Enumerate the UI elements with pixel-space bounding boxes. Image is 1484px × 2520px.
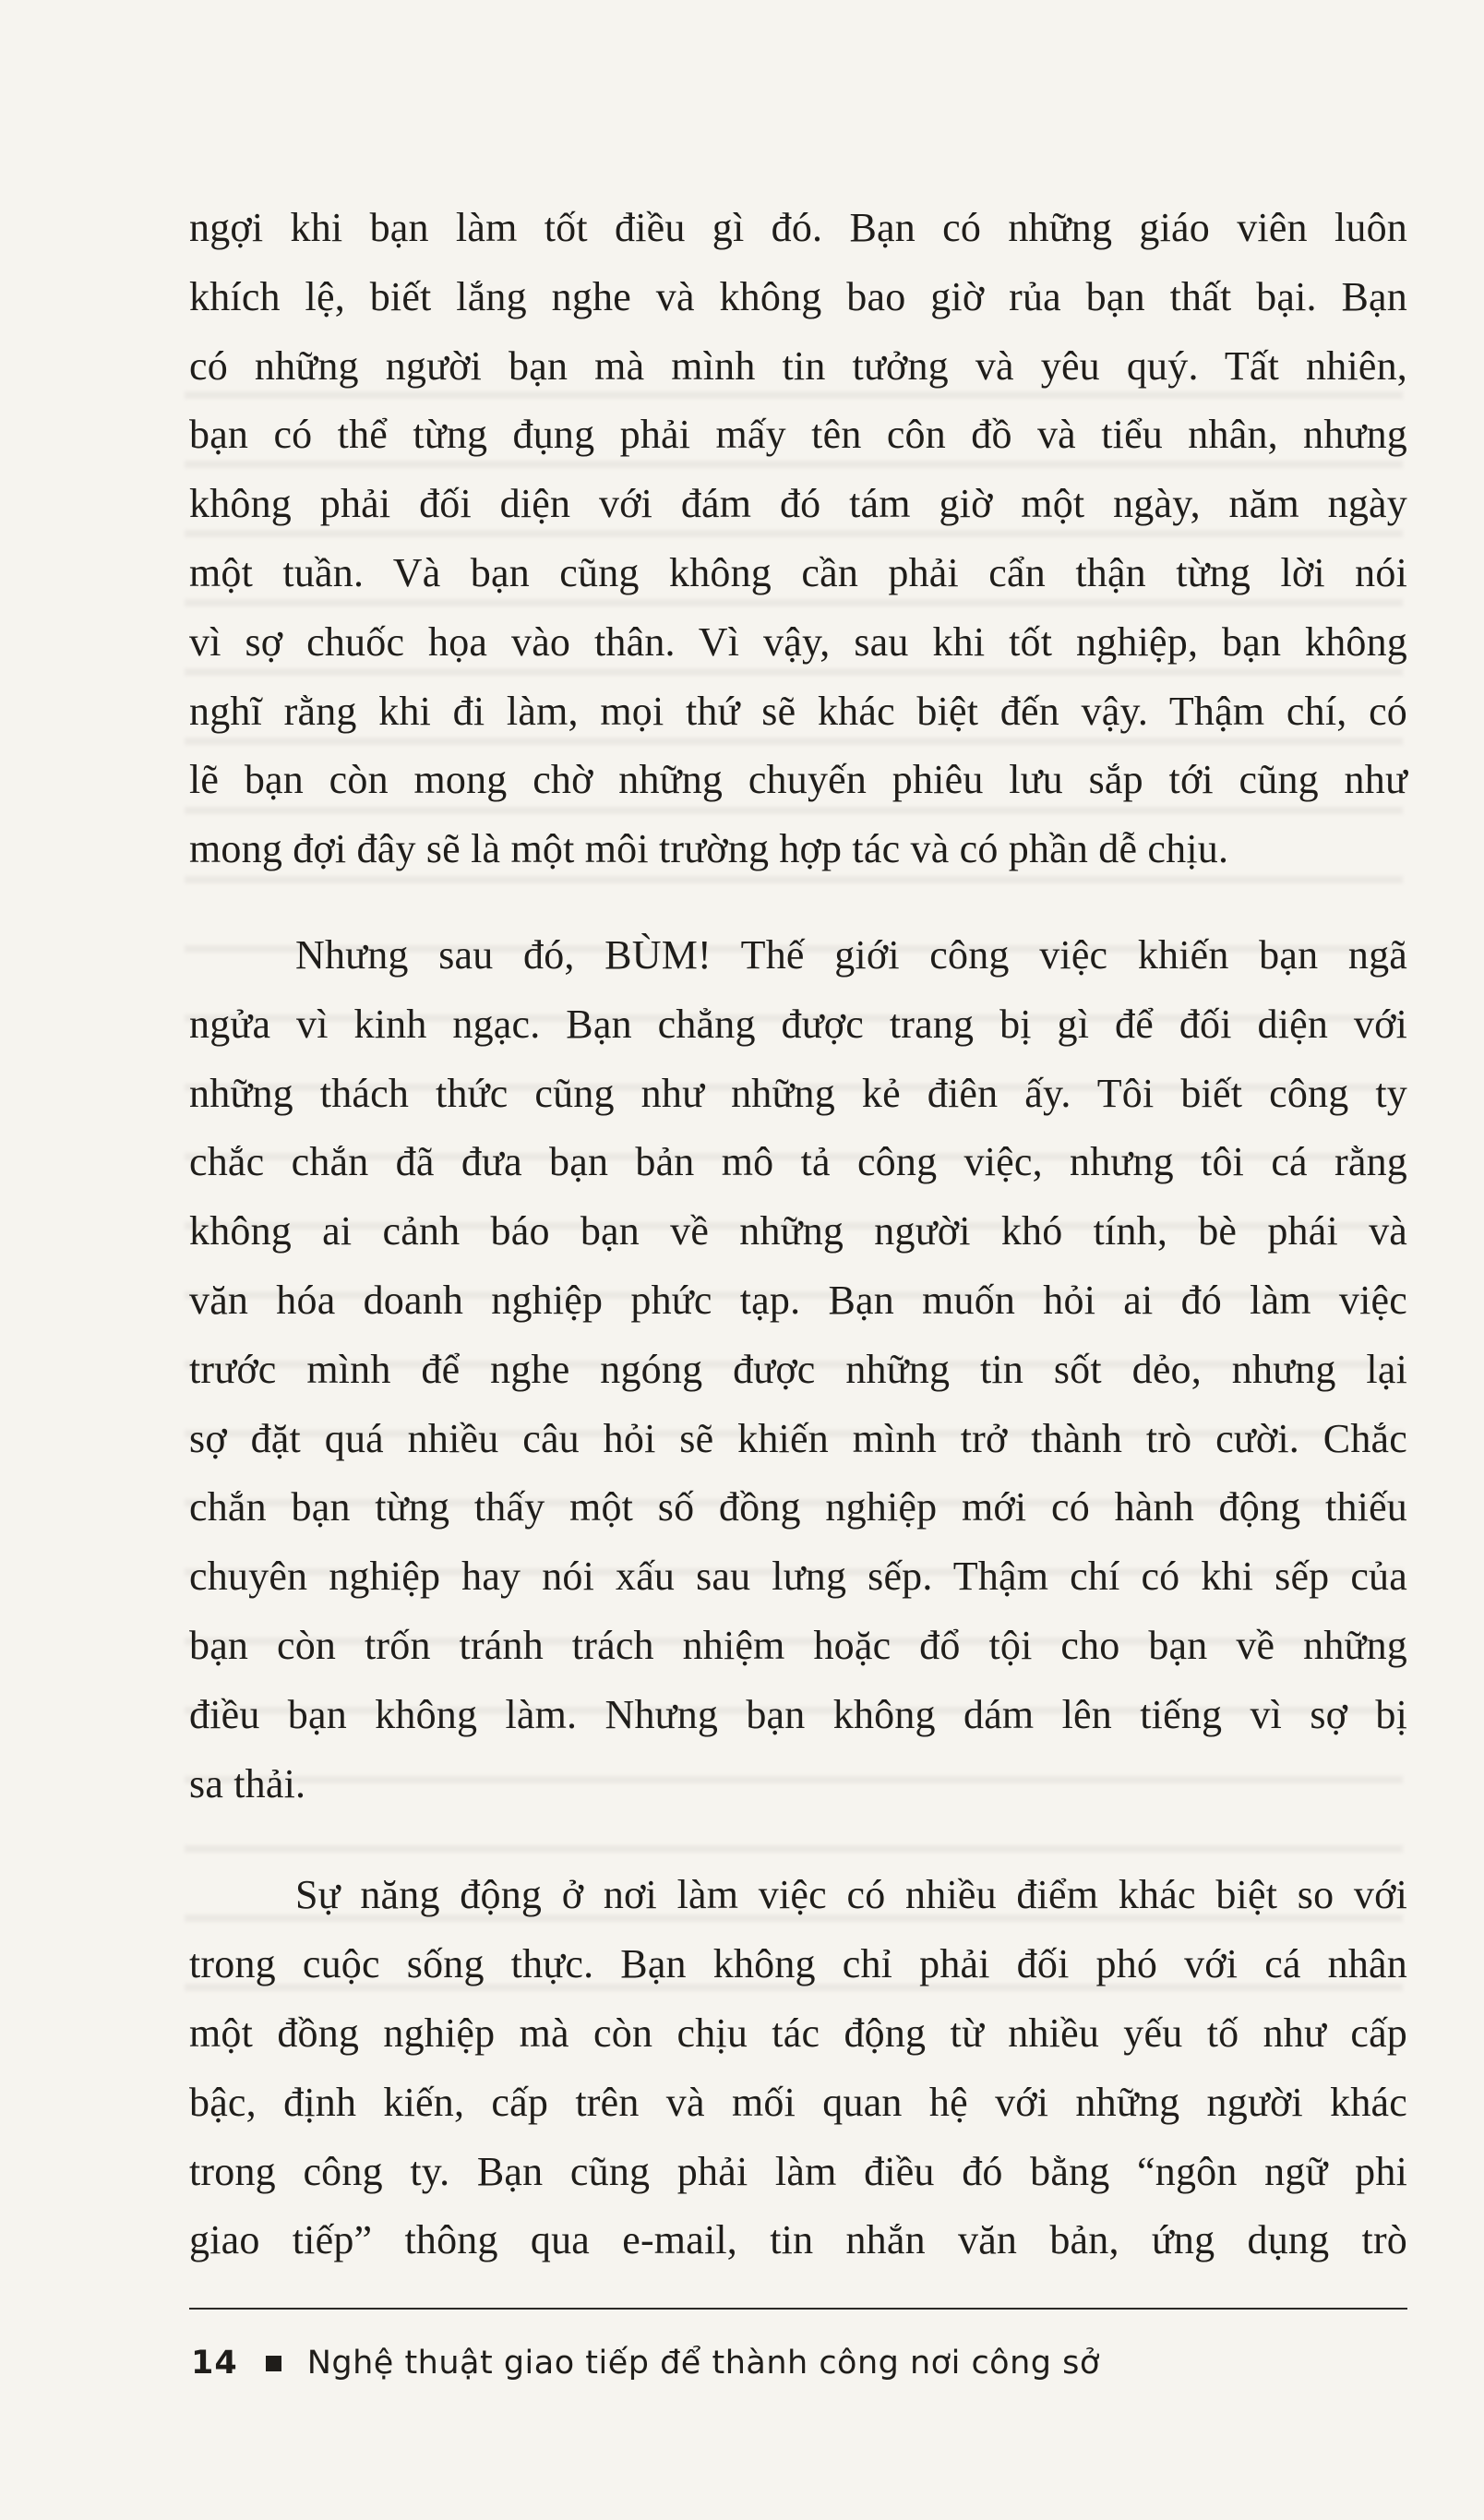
running-title: Nghệ thuật giao tiếp để thành công nơi công sở: [306, 2345, 1100, 2382]
text-line: bậc, định kiến, cấp trên và mối quan hệ với những người khác: [189, 2079, 1407, 2125]
paragraph-3: [189, 1861, 1407, 2275]
text-line: vì sợ chuốc họa vào thân. Vì vậy, sau khi tốt nghiệp, bạn không: [189, 618, 1407, 665]
paragraph-gap: [189, 1818, 1407, 1861]
text-line: ngửa vì kinh ngạc. Bạn chẳng được trang bị gì để đối diện với: [189, 1001, 1407, 1047]
text-line: trong cuộc sống thực. Bạn không chỉ phải đối phó với cá nhân: [189, 1941, 1407, 1987]
page-body: [189, 194, 1407, 2275]
text-line: lẽ bạn còn mong chờ những chuyến phiêu lưu sắp tới cũng như: [189, 757, 1407, 803]
text-line: Nhưng sau đó, BÙM! Thế giới công việc khiến bạn ngã: [295, 931, 1407, 978]
paragraph-1: [189, 194, 1407, 884]
text-line: nghĩ rằng khi đi làm, mọi thứ sẽ khác biệt đến vậy. Thậm chí, có: [189, 688, 1407, 734]
paragraph-gap: [189, 884, 1407, 921]
text-line: sa thải.: [189, 1760, 306, 1806]
text-line: trong công ty. Bạn cũng phải làm điều đó bằng “ngôn ngữ phi: [189, 2148, 1407, 2194]
text-line: chắc chắn đã đưa bạn bản mô tả công việc, nhưng tôi cá rằng: [189, 1139, 1407, 1185]
text-line: trước mình để nghe ngóng được những tin sốt dẻo, nhưng lại: [189, 1346, 1407, 1392]
page-number: 14: [191, 2345, 238, 2382]
footer-rule: [189, 2308, 1407, 2310]
text-line: điều bạn không làm. Nhưng bạn không dám lên tiếng vì sợ bị: [189, 1691, 1407, 1737]
page-footer: [191, 2335, 1100, 2391]
text-line: giao tiếp” thông qua e-mail, tin nhắn văn bản, ứng dụng trò: [189, 2217, 1407, 2263]
text-line: khích lệ, biết lắng nghe và không bao giờ rủa bạn thất bại. Bạn: [189, 273, 1407, 319]
text-line: một tuần. Và bạn cũng không cần phải cẩn thận từng lời nói: [189, 549, 1407, 595]
text-line: chắn bạn từng thấy một số đồng nghiệp mới có hành động thiếu: [189, 1484, 1407, 1530]
text-line: chuyên nghiệp hay nói xấu sau lưng sếp. Thậm chí có khi sếp của: [189, 1554, 1407, 1600]
text-line: không ai cảnh báo bạn về những người khó tính, bè phái và: [189, 1208, 1407, 1254]
square-bullet-icon: [266, 2356, 281, 2371]
paragraph-2: [189, 921, 1407, 1818]
text-line: mong đợi đây sẽ là một môi trường hợp tác và có phần dễ chịu.: [189, 826, 1229, 872]
text-line: không phải đối diện với đám đó tám giờ một ngày, năm ngày: [189, 481, 1407, 527]
text-line: ngợi khi bạn làm tốt điều gì đó. Bạn có những giáo viên luôn: [189, 205, 1407, 250]
text-line: có những người bạn mà mình tin tưởng và yêu quý. Tất nhiên,: [189, 342, 1407, 389]
text-line: bạn có thể từng đụng phải mấy tên côn đồ và tiểu nhân, nhưng: [189, 412, 1407, 458]
text-line: Sự năng động ở nơi làm việc có nhiều điểm khác biệt so với: [295, 1872, 1407, 1918]
text-line: văn hóa doanh nghiệp phức tạp. Bạn muốn hỏi ai đó làm việc: [189, 1277, 1407, 1323]
text-line: bạn còn trốn tránh trách nhiệm hoặc đổ tội cho bạn về những: [189, 1622, 1407, 1668]
text-line: một đồng nghiệp mà còn chịu tác động từ nhiều yếu tố như cấp: [189, 2010, 1407, 2056]
text-line: những thách thức cũng như những kẻ điên ấy. Tôi biết công ty: [189, 1070, 1407, 1116]
text-line: sợ đặt quá nhiều câu hỏi sẽ khiến mình trở thành trò cười. Chắc: [189, 1415, 1407, 1461]
